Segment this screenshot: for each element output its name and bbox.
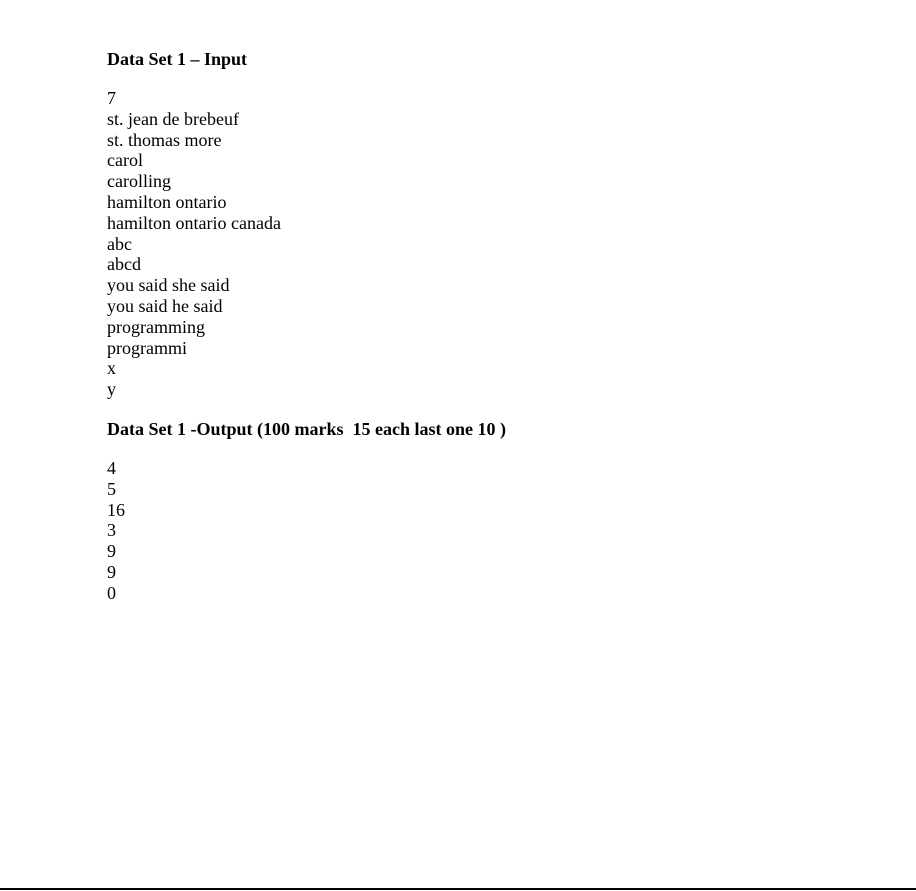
output-lines-list (107, 458, 867, 604)
input-line: programmi (107, 337, 187, 358)
input-line: x (107, 358, 116, 379)
output-line: 5 (107, 478, 116, 499)
input-line: hamilton ontario (107, 191, 227, 212)
input-line: hamilton ontario canada (107, 212, 281, 233)
input-section-heading: Data Set 1 – Input (107, 49, 248, 69)
input-line: carol (107, 150, 143, 171)
input-line: programming (107, 316, 205, 337)
input-line: you said he said (107, 295, 223, 316)
output-line: 16 (107, 499, 125, 520)
input-line: y (107, 379, 116, 400)
output-line: 9 (107, 541, 116, 562)
output-line: 3 (107, 520, 116, 541)
output-section-heading: Data Set 1 -Output (100 marks 15 each last one 10 ) (107, 418, 506, 439)
input-line: st. jean de brebeuf (107, 108, 239, 129)
output-line: 9 (107, 561, 116, 582)
input-line: abcd (107, 254, 141, 275)
page-bottom-divider (0, 888, 916, 890)
input-line: carolling (107, 171, 171, 192)
input-line: 7 (107, 88, 116, 108)
input-lines-list (107, 88, 867, 400)
input-line: you said she said (107, 275, 230, 296)
output-line: 4 (107, 457, 116, 478)
input-line: abc (107, 233, 132, 254)
input-line: st. thomas more (107, 129, 222, 150)
document-page (107, 48, 867, 604)
output-line: 0 (107, 582, 116, 603)
